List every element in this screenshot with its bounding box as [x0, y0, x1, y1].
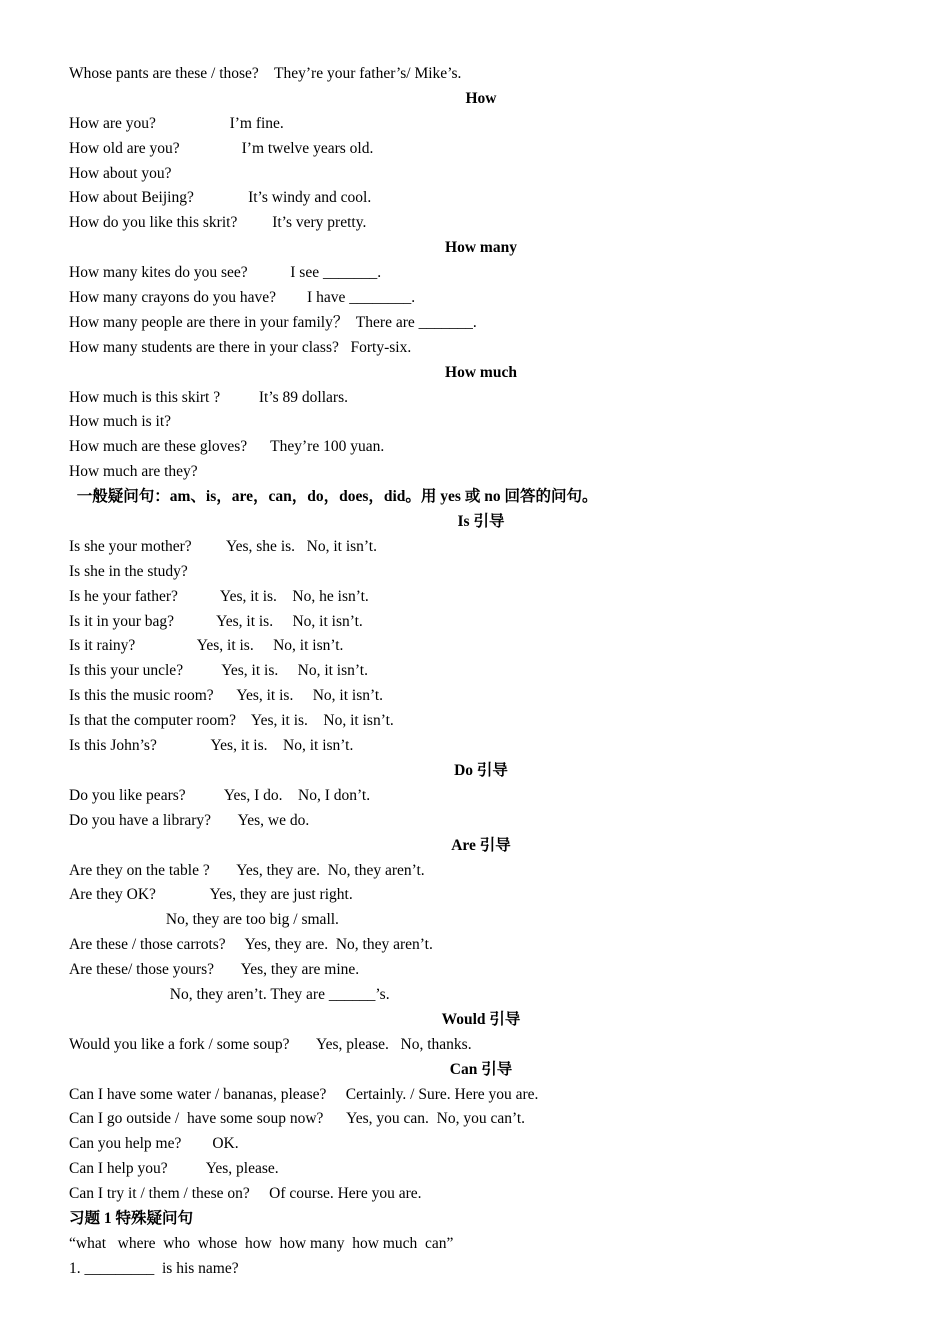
text-line: No, they are too big / small. — [69, 911, 339, 929]
text-line: How do you like this skrit? It’s very pretty. — [69, 214, 367, 232]
text-line: “what where who whose how how many how much can” — [69, 1234, 454, 1252]
text-line: Are they OK? Yes, they are just right. — [69, 886, 353, 904]
text-line: Whose pants are these / those? They’re your father’s/ Mike’s. — [69, 65, 462, 82]
text-line: Can I have some water / bananas, please? Certainly. / Sure. Here you are. — [69, 1085, 539, 1103]
text-line: Do you have a library? Yes, we do. — [69, 811, 310, 829]
text-line: Can I try it / them / these on? Of course. Here you are. — [69, 1185, 422, 1203]
bold-line: 习题 1 特殊疑问句 — [69, 1209, 194, 1227]
text-line: Are these/ those yours? Yes, they are mine. — [69, 961, 360, 979]
text-line: Can I go outside / have some soup now? Yes, you can. No, you can’t. — [69, 1110, 526, 1128]
text-line: No, they aren’t. They are ______’s. — [69, 985, 390, 1003]
text-line: Is this your uncle? Yes, it is. No, it isn’t. — [69, 662, 368, 680]
text-line: Are they on the table ? Yes, they are. No, they aren’t. — [69, 861, 425, 879]
text-line: How much is this skirt ? It’s 89 dollars. — [69, 388, 348, 406]
section-heading: Is 引导 — [457, 513, 505, 531]
text-line: Are these / those carrots? Yes, they are. No, they aren’t. — [69, 936, 433, 954]
text-line: Can I help you? Yes, please. — [69, 1160, 279, 1178]
text-line: How about Beijing? It’s windy and cool. — [69, 189, 372, 207]
text-line: Is that the computer room? Yes, it is. No, it isn’t. — [69, 712, 394, 730]
text-line: How about you? — [69, 164, 172, 182]
text-line: Is she in the study? — [69, 562, 188, 580]
text-line: 1. _________ is his name? — [69, 1259, 239, 1277]
text-line: How much is it? — [69, 413, 172, 431]
section-heading: How many — [445, 239, 517, 257]
section-heading: How — [465, 89, 497, 107]
text-line: Is this John’s? Yes, it is. No, it isn’t. — [69, 737, 354, 755]
text-line: How much are these gloves? They’re 100 yuan. — [69, 438, 385, 456]
text-line: How many crayons do you have? I have ________. — [69, 289, 416, 307]
text-line: Would you like a fork / some soup? Yes, please. No, thanks. — [69, 1035, 472, 1053]
text-line: Do you like pears? Yes, I do. No, I don’t. — [69, 786, 371, 804]
text-line: Is she your mother? Yes, she is. No, it isn’t. — [69, 537, 377, 555]
document-page — [69, 62, 893, 1282]
text-line: How many people are there in your family？ There are _______. — [69, 313, 477, 331]
text-line: Can you help me? OK. — [69, 1135, 239, 1153]
section-heading: Do 引导 — [454, 761, 508, 779]
text-line: How are you? I’m fine. — [69, 114, 284, 132]
bold-line: 一般疑问句：am、is，are，can，do，does，did。用 yes 或 no 回答的问句。 — [69, 488, 598, 506]
section-heading: Would 引导 — [441, 1010, 521, 1028]
text-line: How old are you? I’m twelve years old. — [69, 139, 374, 157]
text-line: Is he your father? Yes, it is. No, he isn’t. — [69, 587, 369, 605]
text-line: Is this the music room? Yes, it is. No, it isn’t. — [69, 687, 384, 705]
text-line: How many students are there in your class? Forty-six. — [69, 338, 412, 356]
text-line: Is it in your bag? Yes, it is. No, it isn’t. — [69, 612, 363, 630]
section-heading: Are 引导 — [451, 836, 511, 854]
text-line: How much are they? — [69, 463, 198, 481]
section-heading: Can 引导 — [449, 1060, 513, 1078]
text-line: Is it rainy? Yes, it is. No, it isn’t. — [69, 637, 344, 655]
section-heading: How much — [445, 363, 517, 381]
text-line: How many kites do you see? I see _______. — [69, 264, 382, 282]
